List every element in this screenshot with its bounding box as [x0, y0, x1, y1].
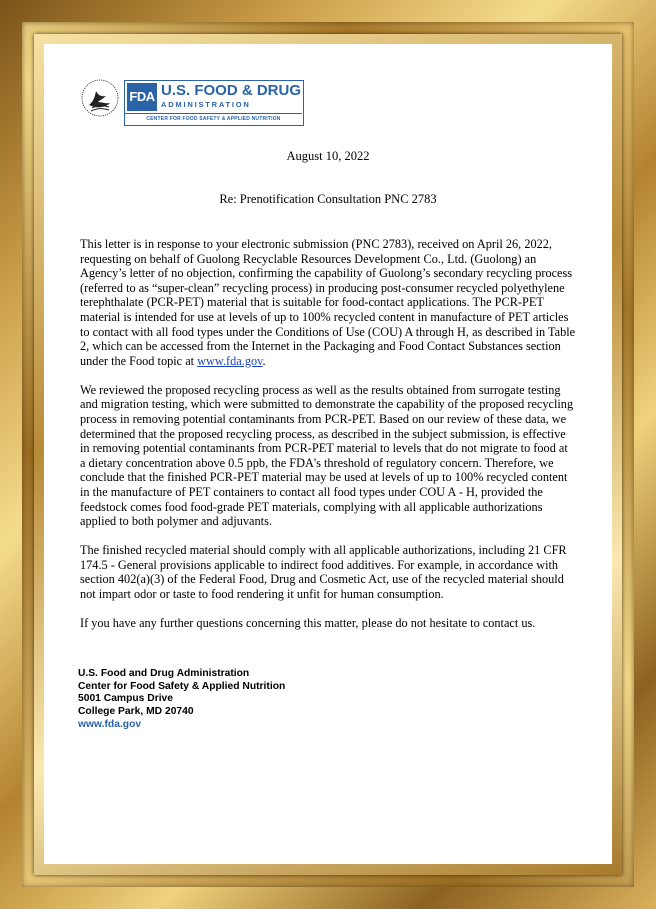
hhs-seal-icon [80, 78, 120, 118]
footer-line-3: 5001 Campus Drive [78, 693, 174, 705]
paragraph-4: If you have any further questions concerning this matter, please do not hesitate to contact us. [80, 616, 536, 631]
footer-address [78, 668, 285, 732]
letter-page [44, 44, 612, 864]
footer-website-link[interactable]: www.fda.gov [78, 718, 142, 730]
letter-date: August 10, 2022 [286, 149, 370, 163]
fda-logo [80, 78, 310, 130]
fda-center-name: CENTER FOR FOOD SAFETY & APPLIED NUTRITION [125, 113, 302, 125]
letter-subject: Re: Prenotification Consultation PNC 2783 [219, 192, 437, 206]
paragraph-3: The finished recycled material should comply with all applicable authorizations, including 21 CFR 174.5 - General provisions applicable to indirect food additives. For example, in accordance with section 402(a)(3) of the Federal Food, Drug and Cosmetic Act, use of the recycled material should not impart odor or taste to food rendering it unfit for human consumption. [80, 543, 567, 602]
footer-line-1: U.S. Food and Drug Administration [78, 668, 250, 679]
fda-mark: FDA [127, 83, 157, 111]
paragraph-1 [80, 237, 576, 368]
fda-name: U.S. FOOD & DRUG [161, 82, 302, 99]
footer-line-2: Center for Food Safety & Applied Nutrition [78, 680, 286, 692]
paragraph-1-end: . [262, 353, 266, 368]
fda-administration: ADMINISTRATION [161, 100, 251, 109]
paragraph-1-text: This letter is in response to your electronic submission (PNC 2783), received on April 26, 2022, requesting on behalf of Guolong Recyclable Resources Development Co., Ltd. (Guolong) an Agency’s letter of no objection, confirming the capability of Guolong’s secondary recycling process (referred to as “super-clean” recycling process) in producing post-consumer recycled polyethylene terephthalate (PCR-PET) material that is suitable for food-contact applications. The PCR-PET material is intended for use at levels of up to 100% recycled content in manufacture of PET articles to contact with all food types under the Conditions of Use (COU) A through H, as described in Table 2, which can be accessed from the Internet in the Packaging and Food Contact Substances section under the Food topic at [80, 237, 576, 368]
letter-body [80, 237, 576, 645]
fda-wordmark [124, 80, 304, 126]
paragraph-2: We reviewed the proposed recycling process as well as the results obtained from surrogate testing and migration testing, which were submitted to demonstrate the capability of the proposed recycling process in removing potential contaminants from PCR-PET. Based on our review of these data, we determined that the proposed recycling process, as described in the subject submission, is effective in removing potential contaminants from PCR-PET material to levels that do not migrate to food at a dietary concentration above 0.5 ppb, the FDA's threshold of regulatory concern. Therefore, we conclude that the finished PCR-PET material may be used at levels of up to 100% recycled content in the manufacture of PET containers to contact all food types under COU A - H, provided the feedstock comes food food-grade PET materials, complying with all applicable authorizations applied to both polymer and adjuvants. [80, 382, 574, 529]
footer-line-4: College Park, MD 20740 [78, 706, 194, 718]
fda-website-link[interactable]: www.fda.gov [197, 353, 263, 368]
